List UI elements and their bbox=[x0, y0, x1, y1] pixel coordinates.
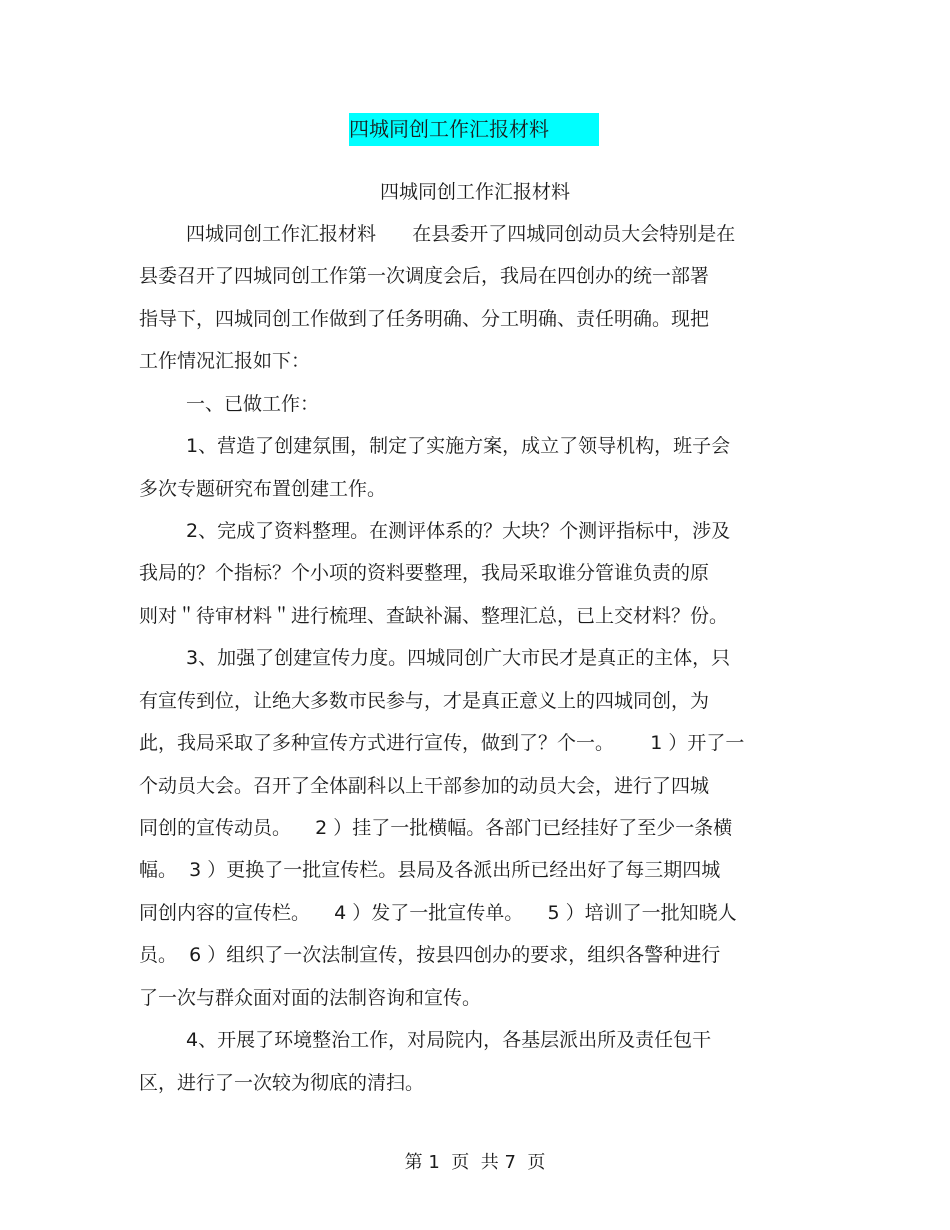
paragraph-line: 4、开展了环境整治工作，对局院内，各基层派出所及责任包干 bbox=[186, 1029, 712, 1051]
paragraph-line: 同创的宣传动员。 2 ）挂了一批横幅。各部门已经挂好了至少一条横 bbox=[139, 817, 733, 839]
paragraph-line: 四城同创工作汇报材料 在县委开了四城同创动员大会特别是在 bbox=[186, 223, 736, 245]
document-title: 四城同创工作汇报材料 bbox=[349, 117, 549, 141]
document-subtitle: 四城同创工作汇报材料 bbox=[379, 181, 570, 203]
paragraph-line: 2、完成了资料整理。在测评体系的？大块？个测评指标中，涉及 bbox=[186, 520, 731, 542]
paragraph-line: 此，我局采取了多种宣传方式进行宣传，做到了？个一。 1 ）开了一 bbox=[139, 732, 745, 754]
paragraph-line: 有宣传到位，让绝大多数市民参与，才是真正意义上的四城同创，为 bbox=[139, 690, 710, 712]
paragraph-line: 则对＂待审材料＂进行梳理、查缺补漏、整理汇总，已上交材料？份。 bbox=[139, 605, 729, 627]
paragraph-line: 个动员大会。召开了全体副科以上干部参加的动员大会，进行了四城 bbox=[139, 775, 710, 797]
paragraph-line: 了一次与群众面对面的法制咨询和宣传。 bbox=[139, 987, 482, 1009]
paragraph-line: 工作情况汇报如下： bbox=[139, 350, 311, 372]
paragraph-line: 区，进行了一次较为彻底的清扫。 bbox=[139, 1072, 425, 1094]
paragraph-line: 县委召开了四城同创工作第一次调度会后，我局在四创办的统一部署 bbox=[139, 265, 710, 287]
paragraph-line: 我局的？个指标？个小项的资料要整理，我局采取谁分管谁负责的原 bbox=[139, 562, 710, 584]
paragraph-line: 3、加强了创建宣传力度。四城同创广大市民才是真正的主体，只 bbox=[186, 647, 731, 669]
paragraph-line: 1、营造了创建氛围，制定了实施方案，成立了领导机构，班子会 bbox=[186, 435, 731, 457]
section-heading: 一、已做工作： bbox=[186, 393, 320, 415]
paragraph-line: 幅。 3 ）更换了一批宣传栏。县局及各派出所已经出好了每三期四城 bbox=[139, 859, 721, 881]
paragraph-line: 多次专题研究布置创建工作。 bbox=[139, 478, 387, 500]
paragraph-line: 指导下，四城同创工作做到了任务明确、分工明确、责任明确。现把 bbox=[139, 308, 710, 330]
page-footer: 第 1 页 共 7 页 bbox=[404, 1152, 546, 1173]
paragraph-line: 员。 6 ）组织了一次法制宣传，按县四创办的要求，组织各警种进行 bbox=[139, 944, 721, 966]
paragraph-line: 同创内容的宣传栏。 4 ）发了一批宣传单。 5 ）培训了一批知晓人 bbox=[139, 902, 737, 924]
